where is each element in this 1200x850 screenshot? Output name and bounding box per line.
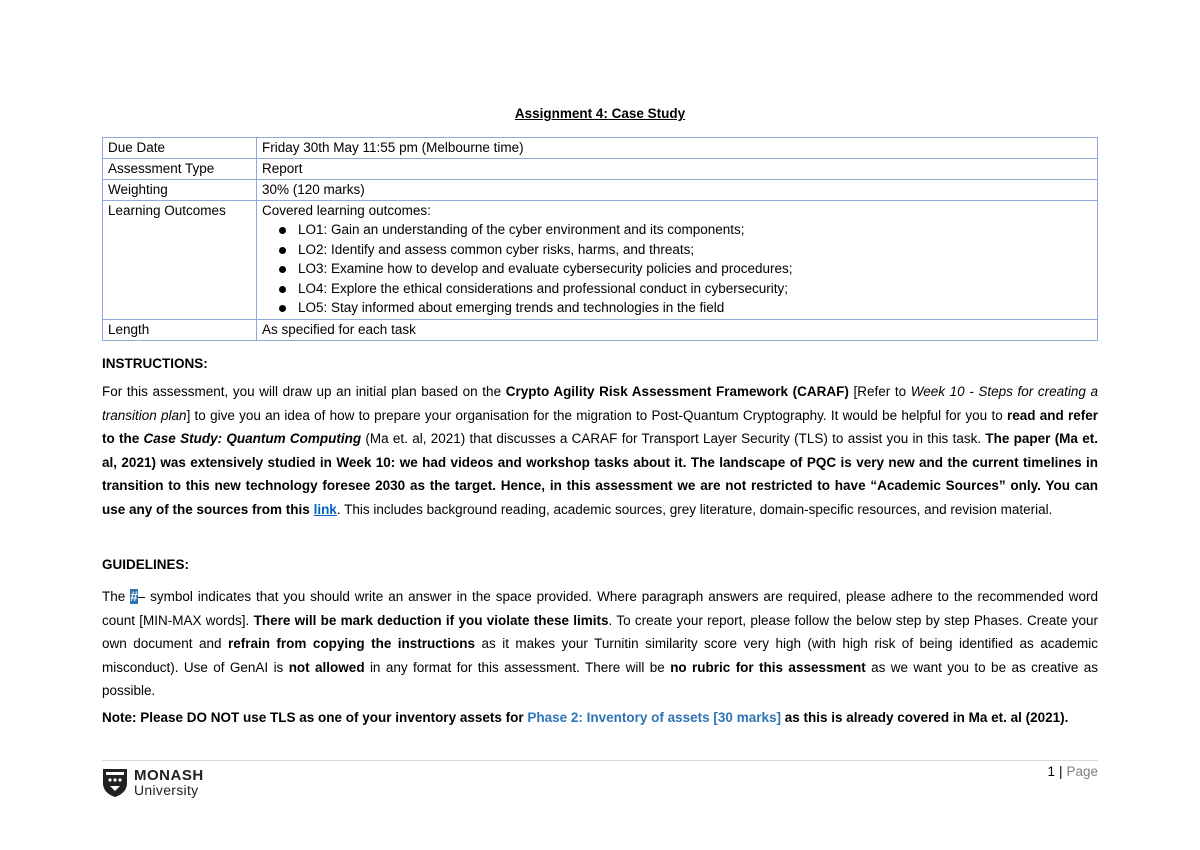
note-paragraph [102,706,1098,730]
learning-outcomes-label: Learning Outcomes [103,201,257,320]
week-10-reference: Week 10 - Steps for creating a transition plan [102,384,1099,423]
outcome-code: LO3 [298,261,324,276]
table-row [103,319,1098,340]
text-run: The [102,589,131,604]
text-run: as we want you to be as creative as possible. [102,659,1098,698]
outcome-text: : Gain an understanding of the cyber environment and its components; [323,222,745,237]
instructions-heading: INSTRUCTIONS: [102,356,208,371]
logo-wordmark [134,768,204,798]
phase-2-reference: Phase 2: Inventory of assets [30 marks] [527,710,781,725]
monash-logo [102,768,204,798]
assessment-type-label: Assessment Type [103,159,257,180]
instructions-paragraph [102,380,1098,521]
due-date-value: Friday 30th May 11:55 pm (Melbourne time) [257,138,1098,159]
list-item [298,279,1092,299]
table-row [103,138,1098,159]
text-run: . This includes background reading, academic sources, grey literature, domain-specific resources, and revision material. [336,501,1053,517]
text-run: not allowed [288,659,365,675]
text-run: [Refer to [848,384,911,399]
bullet-icon [279,305,286,312]
text-run: ] to give you an idea of how to prepare your organisation for the migration to Post-Quantum Cryptography. It would be helpful for you to [186,407,1007,423]
outcome-text: : Identify and assess common cyber risks, harms, and threats; [323,241,695,257]
outcome-code: LO5 [298,300,324,315]
text-run: read and refer to the [102,407,1098,446]
text-run: The paper (Ma et. al, 2021) was extensively studied in Week 10: we had videos and workshop tasks about it. The landscape of PQC is very new and the current timelines in transition to this new technology foresee 2030 as the target. Hence, in this assessment we are not restricted to have “Academic Sources” only. You can use any of the sources from this [102,431,1098,517]
outcome-text: : Examine how to develop and evaluate cybersecurity policies and procedures; [323,261,793,276]
case-study-title: Case Study: Quantum Computing [143,431,362,446]
footer-divider [102,760,1098,761]
bullet-icon [279,286,286,293]
outcome-text: : Explore the ethical considerations and professional conduct in cybersecurity; [323,280,789,296]
monash-crest-icon [102,768,128,798]
answer-symbol: # [130,589,138,604]
bullet-icon [279,266,286,273]
table-row [103,159,1098,180]
text-run: as this is already covered in Ma et. al (2021). [780,710,1069,725]
assessment-type-value: Report [257,159,1098,180]
text-run: There will be mark deduction if you violate these limits [253,612,609,628]
outcome-code: LO1 [298,222,324,237]
bullet-icon [279,247,286,254]
sources-link[interactable]: link [313,501,337,517]
outcome-text: : Stay informed about emerging trends and technologies in the field [323,300,725,315]
weighting-label: Weighting [103,180,257,201]
weighting-value: 30% (120 marks) [257,180,1098,201]
text-run: – symbol indicates that you should write an answer in the space provided. Where paragraph answers are required, please adhere to the recommended word count [MIN-MAX words]. [102,589,1099,628]
learning-outcomes-intro: Covered learning outcomes: [262,203,431,218]
list-item [298,240,1092,260]
outcome-code: LO2 [298,241,324,257]
list-item [298,220,1092,240]
logo-line-1: MONASH [134,767,204,784]
text-run: as it makes your Turnitin similarity score very high (with high risk of being identified as academic misconduct). Use of GenAI is [102,636,1098,675]
text-run: For this assessment, you will draw up an initial plan based on the [102,384,506,399]
bullet-icon [279,227,286,234]
text-run: Note: Please DO NOT use TLS as one of your inventory assets for [102,710,528,725]
table-row [103,201,1098,320]
page-separator: | [1058,764,1063,779]
list-item [298,259,1092,279]
guidelines-paragraph [102,585,1098,703]
length-value: As specified for each task [257,319,1098,340]
page-number [1047,764,1098,779]
text-run: refrain from copying the instructions [227,636,476,651]
length-label: Length [103,319,257,340]
outcome-code: LO4 [298,280,324,296]
page-number-value: 1 [1047,764,1055,779]
caraf-term: Crypto Agility Risk Assessment Framework (CARAF) [505,384,849,399]
logo-line-2: University [134,782,199,798]
text-run: (Ma et. al, 2021) that discusses a CARAF for Transport Layer Security (TLS) to assist you in this task. [361,431,986,446]
page-title: Assignment 4: Case Study [514,106,686,121]
assessment-details-table [102,137,1098,341]
page-label: Page [1066,764,1098,779]
text-run: no rubric for this assessment [670,659,866,675]
table-row [103,180,1098,201]
text-run: in any format for this assessment. There will be [364,659,671,675]
due-date-label: Due Date [103,138,257,159]
learning-outcomes-cell [257,201,1098,320]
text-run: . To create your report, please follow the below step by step Phases. Create your own document and [102,612,1098,651]
guidelines-heading: GUIDELINES: [102,557,190,572]
list-item [298,298,1092,318]
learning-outcomes-list [262,220,1092,318]
